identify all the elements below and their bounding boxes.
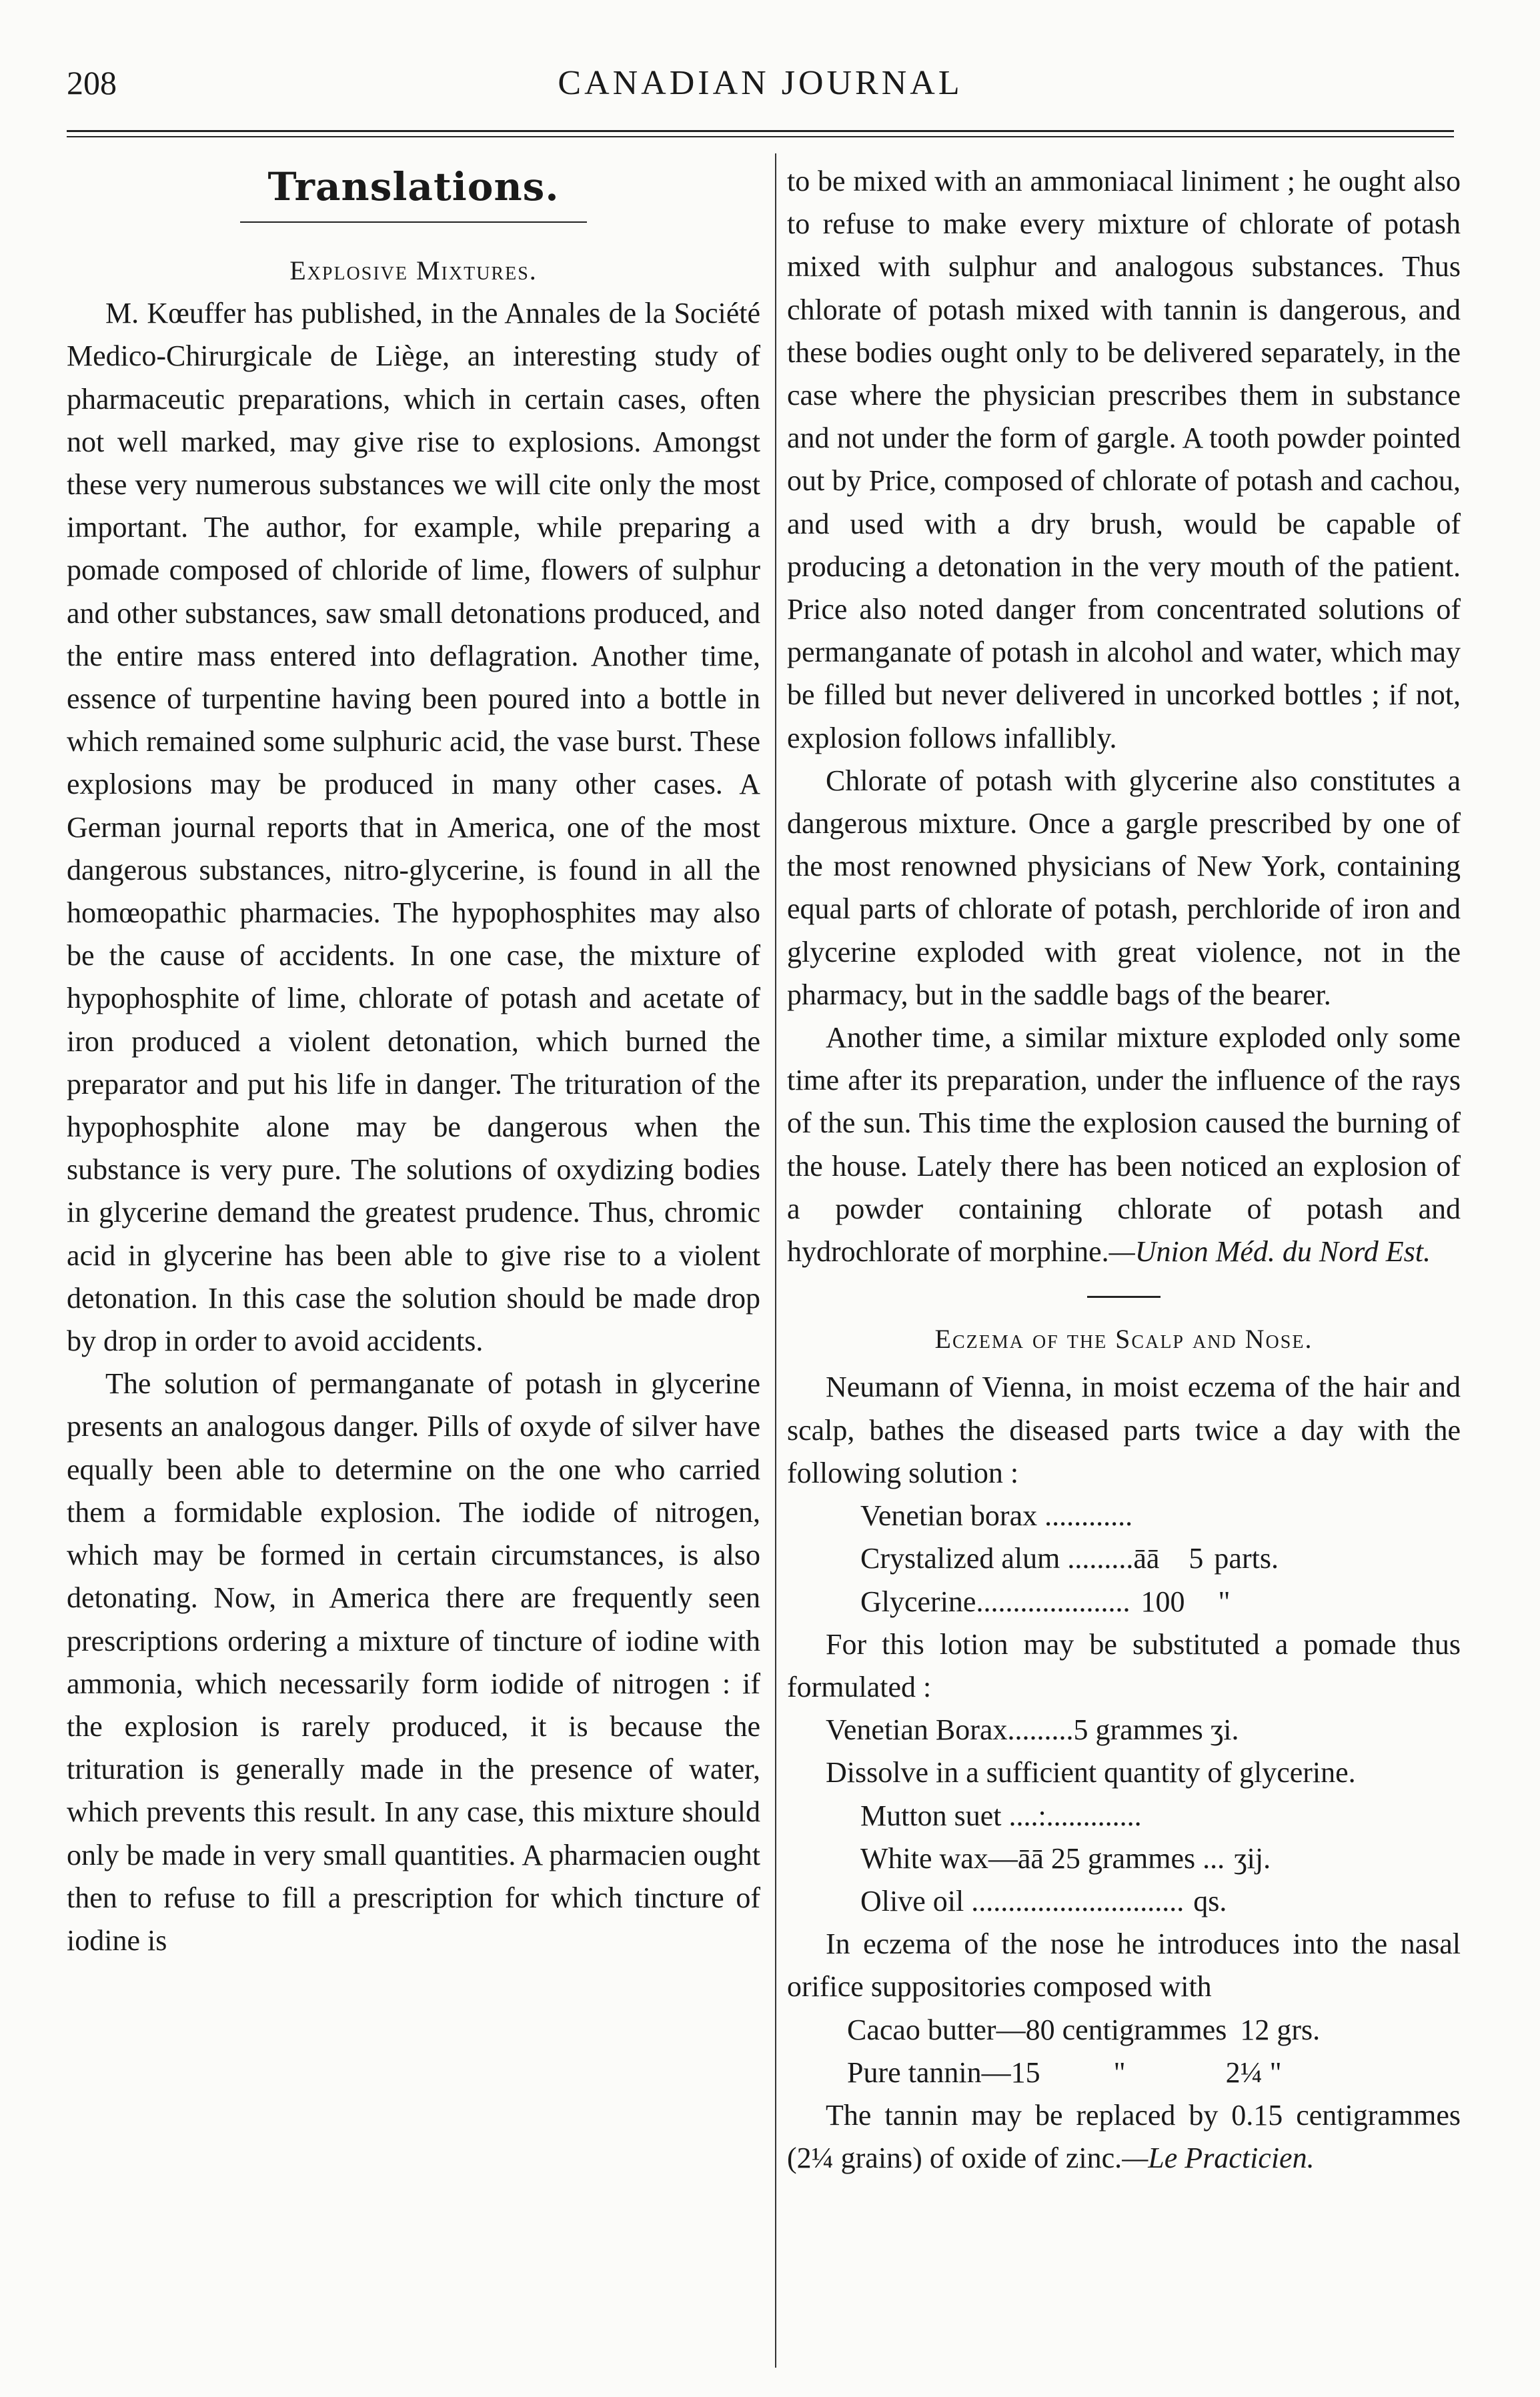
paragraph: Neumann of Vienna, in moist eczema of the hair and scalp, bathes the diseased parts twice a day with the following solution : [787, 1371, 1461, 1489]
page-number: 208 [67, 64, 117, 101]
paragraph: The tannin may be replaced by 0.15 centigrammes (2¼ grains) of oxide of zinc.—Le Practicien. [787, 2098, 1461, 2175]
header-double-rule [67, 130, 1454, 137]
section-title: Translations. [267, 164, 560, 209]
paragraph: Another time, a similar mixture exploded only some time after its preparation, under the influence of the rays of the sun. This time the explosion caused the burning of the house. Lately there has been noticed an explosion of a powder containing chlorate of potash and hydrochlorate of morphine.—Union Méd. du Nord Est. [787, 1021, 1461, 1269]
formula-row: Olive oil ............................. qs. [860, 1884, 1227, 1917]
title-separator [240, 221, 587, 223]
formula-row: White wax—āā 25 grammes ... ʒij. [860, 1841, 1271, 1875]
formula-suppository [787, 2009, 1461, 2094]
paragraph: M. Kœuffer has published, in the Annales de la Société Medico-Chirurgicale de Liège, an interesting study of pharmaceutic preparations, which in certain cases, often not well marked, may give rise to explosions. Amongst these very numerous substances we will cite only the most important. The author, for example, while preparing a pomade composed of chloride of lime, flowers of sulphur and other substances, saw small detonations produced, and the entire mass entered into deflagration. Another time, essence of turpentine having been poured into a bottle in which remained some sulphuric acid, the vase burst. These explosions may be produced in many other cases. A German journal reports that in America, one of the most dangerous substances, nitro-glycerine, is found in all the homœopathic pharmacies. The hypophosphites may also be the cause of accidents. In one case, the mixture of hypophosphite of lime, chlorate of potash and acetate of iron produced a violent detonation, which burned the preparator and put his life in danger. The trituration of the hypophosphite alone may be dangerous when the substance is very pure. The solutions of oxydizing bodies in glycerine demand the greatest prudence. Thus, chromic acid in glycerine has been able to give rise to a violent detonation. In this case the solution should be made drop by drop in order to avoid accidents. [67, 297, 760, 1358]
right-column [787, 160, 1461, 2180]
article-separator [1087, 1296, 1161, 1298]
column-divider [775, 153, 776, 2368]
article-source: —Le Practicien. [1122, 2142, 1315, 2175]
article-title-eczema: Eczema of the Scalp and Nose. [934, 1324, 1313, 1355]
paragraph: Dissolve in a sufficient quantity of glycerine. [826, 1756, 1356, 1789]
formula-ointment [787, 1795, 1461, 1923]
formula-row: Crystalized alum .........āā 5 parts. [860, 1542, 1279, 1575]
left-column [67, 160, 760, 1962]
article-source: —Union Méd. du Nord Est. [1108, 1235, 1431, 1269]
formula-row: Glycerine..................... 100 " [860, 1585, 1231, 1618]
paragraph: In eczema of the nose he introduces into the nasal orifice suppositories composed with [787, 1927, 1461, 2004]
formula-row: Venetian Borax.........5 grammes ʒi. [826, 1713, 1239, 1747]
paragraph: For this lotion may be substituted a pomade thus formulated : [787, 1627, 1461, 1703]
journal-title: CANADIAN JOURNAL [558, 64, 963, 102]
formula-pomade [787, 1709, 1461, 1751]
formula-row: Pure tannin—15 " 2¼ " [847, 2056, 1282, 2089]
article-title-explosive-mixtures: Explosive Mixtures. [289, 255, 538, 285]
paragraph: to be mixed with an ammoniacal liniment ; he ought also to refuse to make every mixture of chlorate of potash mixed with sulphur and analogous substances. Thus chlorate of potash mixed with tannin is dangerous, and these bodies ought only to be delivered separately, in the case where the physician prescribes them in substance and not under the form of gargle. A tooth powder pointed out by Price, composed of chlorate of potash and cachou, and used with a dry brush, would be capable of producing a detonation in the very mouth of the patient. Price also noted danger from concentrated solutions of permanganate of potash in alcohol and water, which may be filled but never delivered in uncorked bottles ; if not, explosion follows infallibly. [787, 165, 1461, 754]
formula-row: Mutton suet ....:............. [860, 1799, 1142, 1832]
page-header [67, 63, 1454, 117]
formula-solution [787, 1495, 1461, 1623]
paragraph: The solution of permanganate of potash in glycerine presents an analogous danger. Pills of oxyde of silver have equally been able to determine on the one who carried them a formidable explosion. The iodide of nitrogen, which may be formed in certain circumstances, is also detonating. Now, in America there are frequently seen prescriptions ordering a mixture of tincture of iodine with ammonia, which necessarily form iodide of nitrogen : if the explosion is rarely produced, it is because the trituration is generally made in the presence of water, which prevents this result. In any case, this mixture should only be made in very small quantities. A pharmacien ought then to refuse to fill a prescription for which tincture of iodine is [67, 1367, 760, 1957]
paragraph: Chlorate of potash with glycerine also constitutes a dangerous mixture. Once a gargle prescribed by one of the most renowned physicians of New York, containing equal parts of chlorate of potash, perchloride of iron and glycerine exploded with great violence, not in the pharmacy, but in the saddle bags of the bearer. [787, 764, 1461, 1011]
formula-row: Venetian borax ............ [860, 1499, 1133, 1533]
formula-row: Cacao butter—80 centigrammes 12 grs. [847, 2013, 1321, 2046]
